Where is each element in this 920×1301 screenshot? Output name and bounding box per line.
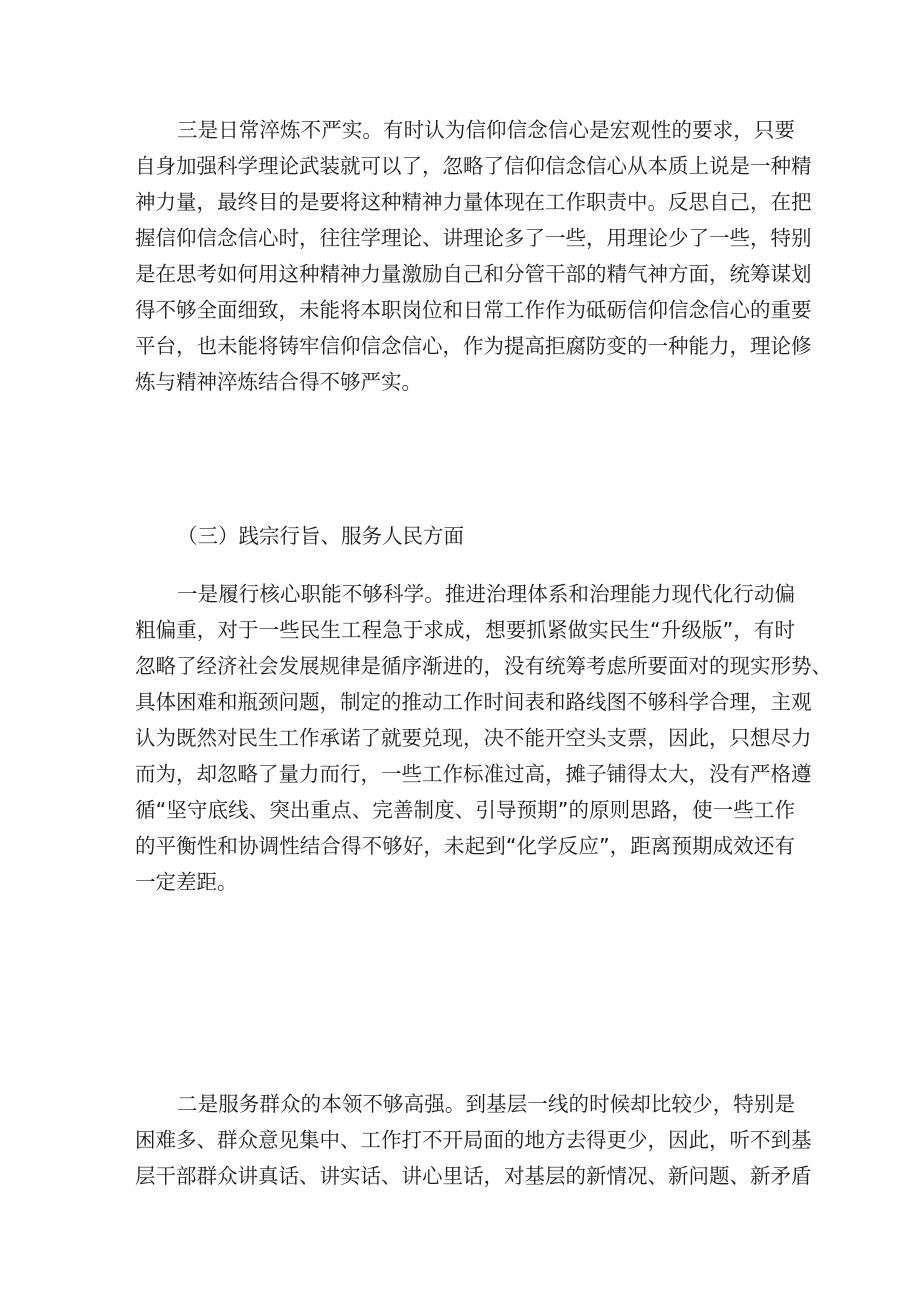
text-line: 认为既然对民生工作承诺了就要兑现，决不能开空头支票，因此，只想尽力 xyxy=(135,726,812,750)
section-heading-text: （三）践宗行旨、服务人民方面 xyxy=(177,524,464,548)
text-line: 一定差距。 xyxy=(135,870,238,894)
text-line: 得不够全面细致，未能将本职岗位和日常工作作为砥砺信仰信念信心的重要 xyxy=(135,298,812,322)
text-line: 循“坚守底线、突出重点、完善制度、引导预期”的原则思路，使一些工作 xyxy=(135,798,795,822)
text-line: 平台，也未能将铸牢信仰信念信心，作为提高拒腐防变的一种能力，理论修 xyxy=(135,334,812,358)
text-line: 二是服务群众的本领不够高强。到基层一线的时候却比较少，特别是 xyxy=(177,1092,795,1116)
text-line: 三是日常淬炼不严实。有时认为信仰信念信心是宏观性的要求，只要 xyxy=(177,118,795,142)
paragraph-serving-masses xyxy=(135,1086,812,1194)
section-heading xyxy=(135,518,795,554)
paragraph-core-functions xyxy=(135,576,832,900)
text-line: 自身加强科学理论武装就可以了，忽略了信仰信念信心从本质上说是一种精 xyxy=(135,154,812,178)
text-line: 层干部群众讲真话、讲实话、讲心里话，对基层的新情况、新问题、新矛盾 xyxy=(135,1164,812,1188)
text-line: 一是履行核心职能不够科学。推进治理体系和治理能力现代化行动偏 xyxy=(177,582,795,606)
text-line: 忽略了经济社会发展规律是循序渐进的，没有统筹考虑所要面对的现实形势、 xyxy=(135,654,832,678)
text-line: 是在思考如何用这种精神力量激励自己和分管干部的精气神方面，统筹谋划 xyxy=(135,262,812,286)
text-line: 困难多、群众意见集中、工作打不开局面的地方去得更少，因此，听不到基 xyxy=(135,1128,812,1152)
paragraph-daily-tempering xyxy=(135,112,812,400)
text-line: 握信仰信念信心时，往往学理论、讲理论多了一些，用理论少了一些，特别 xyxy=(135,226,812,250)
text-line: 的平衡性和协调性结合得不够好，未起到“化学反应”，距离预期成效还有 xyxy=(135,834,795,858)
text-line: 而为，却忽略了量力而行，一些工作标准过高，摊子铺得太大，没有严格遵 xyxy=(135,762,812,786)
text-line: 具体困难和瓶颈问题，制定的推动工作时间表和路线图不够科学合理，主观 xyxy=(135,690,812,714)
text-line: 炼与精神淬炼结合得不够严实。 xyxy=(135,370,422,394)
text-line: 神力量，最终目的是要将这种精神力量体现在工作职责中。反思自己，在把 xyxy=(135,190,812,214)
text-line: 粗偏重，对于一些民生工程急于求成，想要抓紧做实民生“升级版”，有时 xyxy=(135,618,795,642)
